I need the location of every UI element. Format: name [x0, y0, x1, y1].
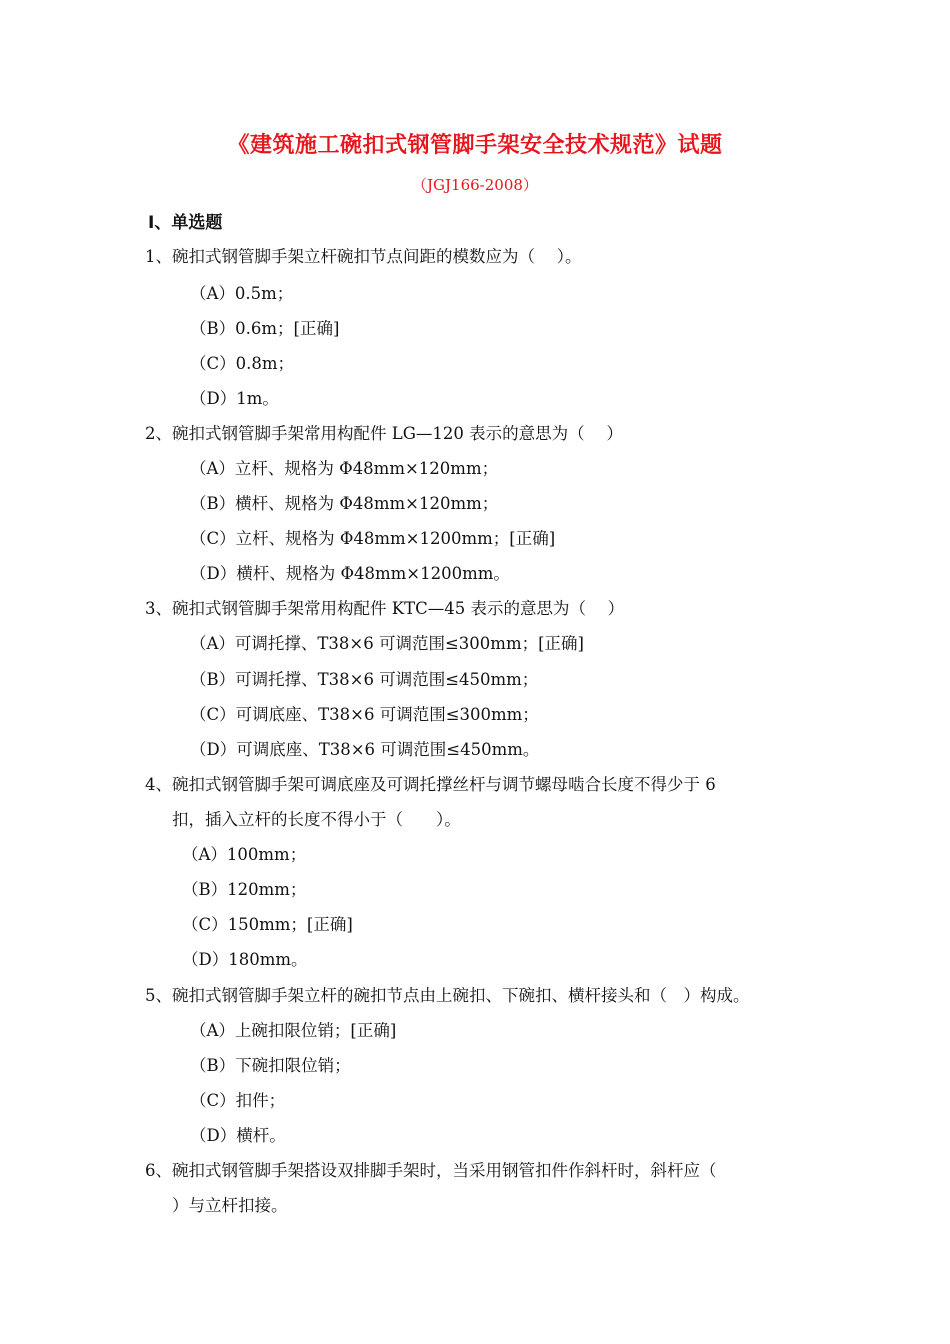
question-2-option-b: （B）横杆、规格为 Φ48mm×120mm；: [190, 494, 499, 513]
question-3-option-d: （D）可调底座、T38×6 可调范围≤450mm。: [190, 740, 540, 759]
question-1-option-c: （C）0.8m；: [190, 354, 295, 373]
question-4-option-d: （D）180mm。: [182, 950, 308, 969]
question-4-option-c: （C）150mm；[正确]: [182, 915, 353, 934]
question-4-text-line-1: 4、碗扣式钢管脚手架可调底座及可调托撑丝杆与调节螺母啮合长度不得少于 6: [145, 775, 716, 794]
question-2-option-d: （D）横杆、规格为 Φ48mm×1200mm。: [190, 564, 510, 583]
question-5-option-c: （C）扣件；: [190, 1091, 286, 1110]
question-4-option-b: （B）120mm；: [182, 880, 307, 899]
question-5-option-b: （B）下碗扣限位销；: [190, 1056, 351, 1075]
question-6-text-line-2: ）与立杆扣接。: [172, 1196, 288, 1215]
question-2-option-a: （A）立杆、规格为 Φ48mm×120mm；: [190, 459, 499, 478]
question-3-option-b: （B）可调托撑、T38×6 可调范围≤450mm；: [190, 670, 539, 689]
question-1-option-a: （A）0.5m；: [190, 284, 294, 303]
question-5-option-a: （A）上碗扣限位销；[正确]: [190, 1021, 397, 1040]
question-3-option-a: （A）可调托撑、T38×6 可调范围≤300mm；[正确]: [190, 634, 584, 653]
question-5-option-d: （D）横杆。: [190, 1126, 286, 1145]
question-6-text-line-1: 6、碗扣式钢管脚手架搭设双排脚手架时，当采用钢管扣件作斜杆时，斜杆应（: [145, 1161, 717, 1180]
question-2-text: 2、碗扣式钢管脚手架常用构配件 LG—120 表示的意思为（ ）: [145, 424, 623, 443]
question-1-text: 1、碗扣式钢管脚手架立杆碗扣节点间距的模数应为（ ）。: [145, 247, 582, 266]
question-4-text-line-2: 扣，插入立杆的长度不得小于（ ）。: [172, 810, 461, 829]
question-2-option-c: （C）立杆、规格为 Φ48mm×1200mm；[正确]: [190, 529, 556, 548]
question-1-option-d: （D）1m。: [190, 389, 279, 408]
question-4-option-a: （A）100mm；: [182, 845, 307, 864]
document-subtitle: （JGJ166-2008）: [412, 176, 538, 194]
section-heading: Ⅰ、单选题: [148, 213, 223, 233]
document-title: 《建筑施工碗扣式钢管脚手架安全技术规范》试题: [227, 133, 723, 158]
question-1-option-b: （B）0.6m；[正确]: [190, 319, 340, 338]
question-3-text: 3、碗扣式钢管脚手架常用构配件 KTC—45 表示的意思为（ ）: [145, 599, 625, 618]
question-5-text: 5、碗扣式钢管脚手架立杆的碗扣节点由上碗扣、下碗扣、横杆接头和（ ）构成。: [145, 986, 750, 1005]
question-3-option-c: （C）可调底座、T38×6 可调范围≤300mm；: [190, 705, 539, 724]
